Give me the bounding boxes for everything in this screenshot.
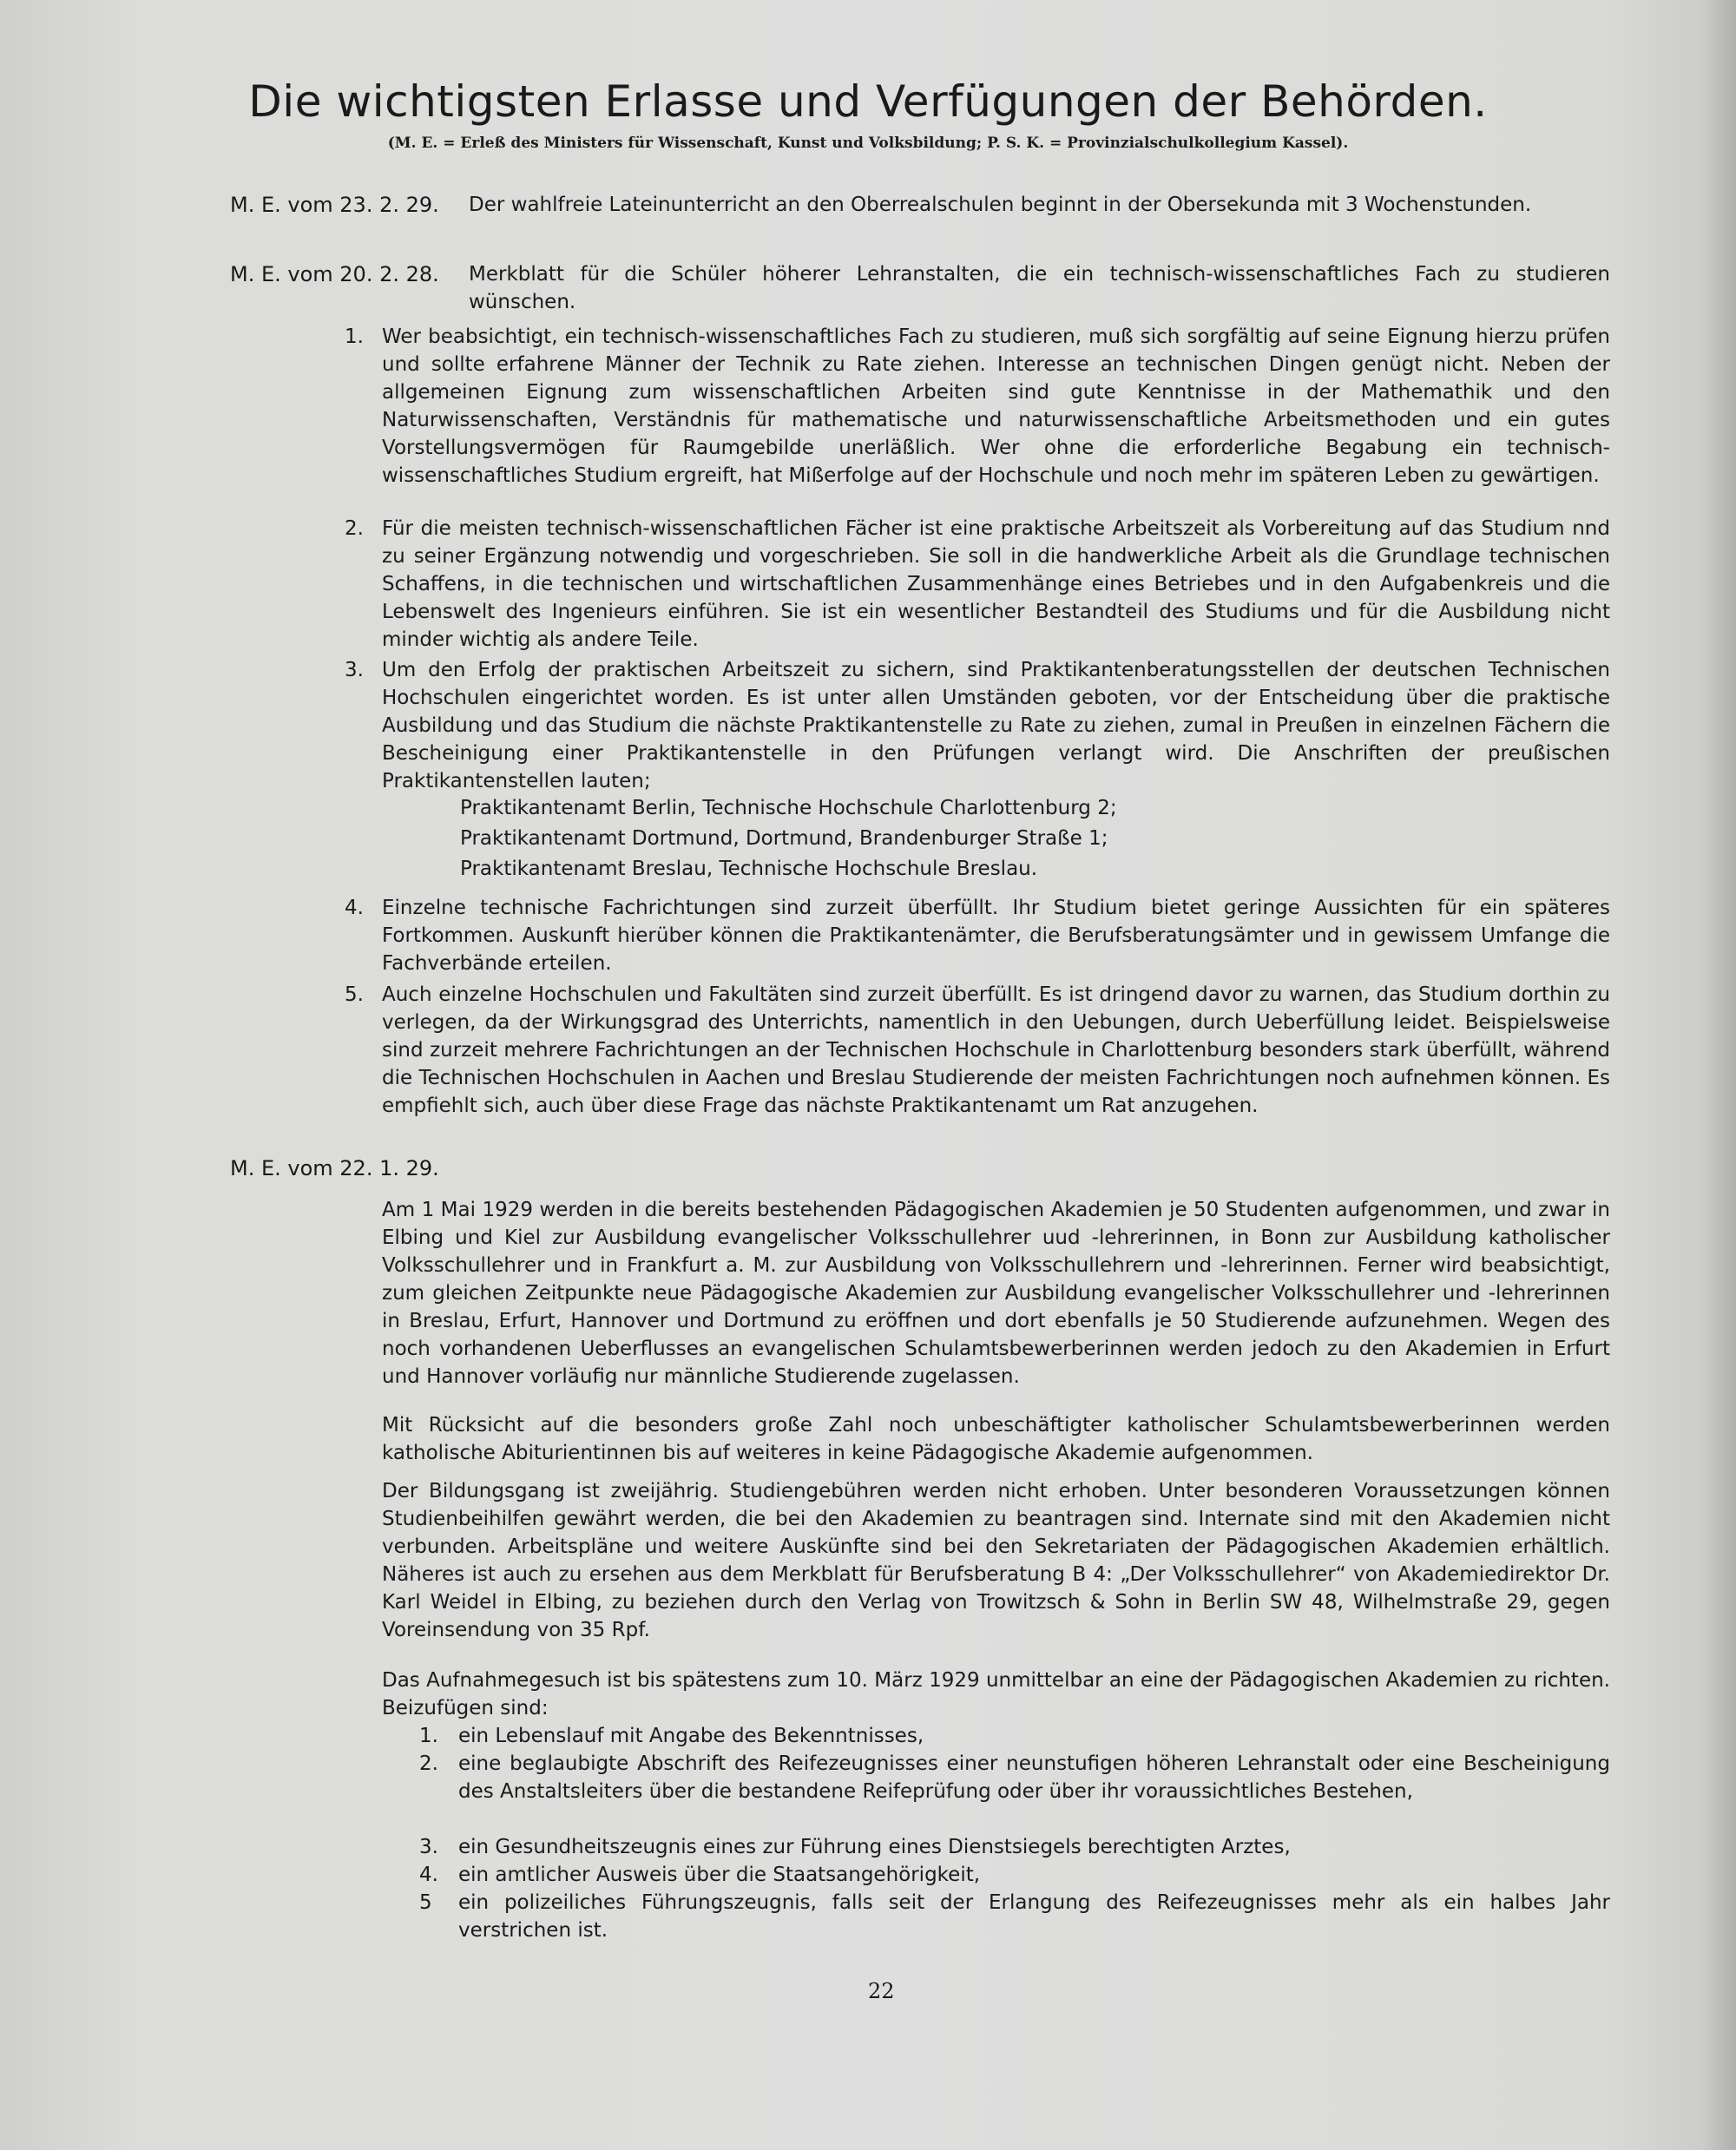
decree-3-paragraph-4: Das Aufnahmegesuch ist bis spätestens zum 10. März 1929 unmittelbar an eine der Pädagogischen Akademien zu richten. Beizufügen sind:	[382, 1669, 1610, 1719]
list-number: 1.	[419, 1725, 438, 1747]
decree-3-paragraph-2: Mit Rücksicht auf die besonders große Zahl noch unbeschäftigter katholischer Schulamtsbewerberinnen werden katholische Abiturientinnen bis auf weiteres in keine Pädagogische Akademie aufgenommen.	[382, 1414, 1610, 1464]
list-number: 3.	[419, 1836, 438, 1858]
item-number: 3.	[345, 659, 364, 681]
page-title: Die wichtigsten Erlasse und Verfügungen der Behörden.	[248, 76, 1488, 127]
list-number: 2.	[419, 1752, 438, 1775]
list-item: ein amtlicher Ausweis über die Staatsangehörigkeit,	[458, 1864, 981, 1886]
list-item: ein Lebenslauf mit Angabe des Bekenntnisses,	[458, 1725, 924, 1747]
decree-2-item-1: Wer beabsichtigt, ein technisch-wissenschaftliches Fach zu studieren, muß sich sorgfältig auf seine Eignung hierzu prüfen und sollte erfahrene Männer der Technik zu Rate ziehen. Interesse an technischen Dingen genügt nicht. Neben der allgemeinen Eignung zum wissenschaftlichen Arbeiten sind gute Kenntnisse in der Mathemathik und den Naturwissenschaften, Verständnis für mathematische und naturwissenschaftliche Arbeitsmethoden und ein gutes Vorstellungsvermögen für Raumgebilde unerläßlich. Wer ohne die erforderliche Begabung ein technisch-wissenschaftliches Studium ergreift, hat Mißerfolge auf der Hochschule und noch mehr im späteren Leben zu gewärtigen.	[382, 325, 1610, 487]
page-binding-edge	[1701, 0, 1736, 2150]
item-number: 2.	[345, 517, 364, 540]
decree-3-paragraph-1: Am 1 Mai 1929 werden in die bereits bestehenden Pädagogischen Akademien je 50 Studenten aufgenommen, und zwar in Elbing und Kiel zur Ausbildung evangelischer Volksschullehrer uud -lehrerinnen, in Bonn zur Ausbildung katholischer Volksschullehrer und in Frankfurt a. M. zur Ausbildung von Volksschullehrern und -lehrerinnen. Ferner wird beabsichtigt, zum gleichen Zeitpunkte neue Pädagogische Akademien zur Ausbildung evangelischer Volksschullehrer und -lehrerinnen in Breslau, Erfurt, Hannover und Dortmund zu eröffnen und dort ebenfalls je 50 Studierende aufzunehmen. Wegen des noch vorhandenen Ueberflusses an evangelischen Schulamtsbewerberinnen werden jedoch zu den Akademien in Erfurt und Hannover vorläufig nur männliche Studierende zugelassen.	[382, 1199, 1610, 1388]
decree-2-item-5: Auch einzelne Hochschulen und Fakultäten sind zurzeit überfüllt. Es ist dringend davor zu warnen, das Studium dorthin zu verlegen, da der Wirkungsgrad des Unterrichts, namentlich in den Uebungen, durch Ueberfüllung leidet. Beispielsweise sind zurzeit mehrere Fachrichtungen an der Technischen Hochschule in Charlottenburg besonders stark überfüllt, während die Technischen Hochschulen in Aachen und Breslau Studierende der meisten Fachrichtungen noch aufnehmen können. Es empfiehlt sich, auch über diese Frage das nächste Praktikantenamt um Rat anzugehen.	[382, 983, 1610, 1117]
item-number: 5.	[345, 983, 364, 1006]
address-line: Praktikantenamt Berlin, Technische Hochschule Charlottenburg 2;	[460, 797, 1117, 819]
list-item: eine beglaubigte Abschrift des Reifezeugnisses einer neunstufigen höheren Lehranstalt oder eine Bescheinigung des Anstaltsleiters über die bestandene Reifeprüfung oder über ihr voraussichtliches Bestehen,	[458, 1752, 1610, 1803]
decree-3-label: M. E. vom 22. 1. 29.	[230, 1156, 439, 1180]
list-item: ein polizeiliches Führungszeugnis, falls seit der Erlangung des Reifezeugnisses mehr als ein halbes Jahr verstrichen ist.	[458, 1891, 1610, 1942]
address-line: Praktikantenamt Breslau, Technische Hochschule Breslau.	[460, 858, 1038, 880]
decree-3-paragraph-3: Der Bildungsgang ist zweijährig. Studiengebühren werden nicht erhoben. Unter besonderen Voraussetzungen können Studienbeihilfen gewährt werden, die bei den Akademien zu beantragen sind. Internate sind mit den Akademien nicht verbunden. Arbeitspläne und weitere Auskünfte sind bei den Sekretariaten der Pädagogischen Akademien erhältlich. Näheres ist auch zu ersehen aus dem Merkblatt für Berufsberatung B 4: „Der Volksschullehrer“ von Akademiedirektor Dr. Karl Weidel in Elbing, zu beziehen durch den Verlag von Trowitzsch & Sohn in Berlin SW 48, Wilhelmstraße 29, gegen Voreinsendung von 35 Rpf.	[382, 1480, 1610, 1641]
decree-2-text: Merkblatt für die Schüler höherer Lehranstalten, die ein technisch-wissenschaftliches Fach zu studieren wünschen.	[469, 263, 1610, 313]
list-number: 5	[419, 1891, 432, 1914]
decree-2-item-3: Um den Erfolg der praktischen Arbeitszeit zu sichern, sind Praktikantenberatungsstellen der deutschen Technischen Hochschulen eingerichtet worden. Es ist unter allen Umständen geboten, vor der Entscheidung über die praktische Ausbildung und das Studium die nächste Praktikantenstelle zu Rate zu ziehen, zumal in Preußen in einzelnen Fächern die Bescheinigung einer Praktikantenstelle in den Prüfungen verlangt wird. Die Anschriften der preußischen Praktikantenstellen lauten;	[382, 659, 1610, 792]
decree-2-label: M. E. vom 20. 2. 28.	[230, 262, 439, 286]
decree-2-item-4: Einzelne technische Fachrichtungen sind zurzeit überfüllt. Ihr Studium bietet geringe Aussichten für ein späteres Fortkommen. Auskunft hierüber können die Praktikantenämter, die Berufsberatungsämter und in gewissem Umfange die Fachverbände erteilen.	[382, 897, 1610, 975]
decree-1-text: Der wahlfreie Lateinunterricht an den Oberrealschulen beginnt in der Obersekunda mit 3 Wochenstunden.	[469, 194, 1532, 216]
address-line: Praktikantenamt Dortmund, Dortmund, Brandenburger Straße 1;	[460, 827, 1108, 850]
item-number: 1.	[345, 325, 364, 348]
decree-1-label: M. E. vom 23. 2. 29.	[230, 193, 439, 217]
list-item: ein Gesundheitszeugnis eines zur Führung eines Dienstsiegels berechtigten Arztes,	[458, 1836, 1291, 1858]
abbreviation-note: (M. E. = Erleß des Ministers für Wissenschaft, Kunst und Volksbildung; P. S. K. = Provinzialschulkollegium Kassel).	[387, 135, 1349, 152]
list-number: 4.	[419, 1864, 438, 1886]
page-number: 22	[868, 1979, 895, 2003]
item-number: 4.	[345, 897, 364, 919]
decree-2-item-2: Für die meisten technisch-wissenschaftlichen Fächer ist eine praktische Arbeitszeit als Vorbereitung auf das Studium nnd zu seiner Ergänzung notwendig und vorgeschrieben. Sie soll in die handwerkliche Arbeit als die Grundlage technischen Schaffens, in die technischen und wirtschaftlichen Zusammenhänge eines Betriebes und in den Aufgabenkreis und die Lebenswelt des Ingenieurs einführen. Sie ist ein wesentlicher Bestandteil des Studiums und für die Ausbildung nicht minder wichtig als andere Teile.	[382, 517, 1610, 651]
